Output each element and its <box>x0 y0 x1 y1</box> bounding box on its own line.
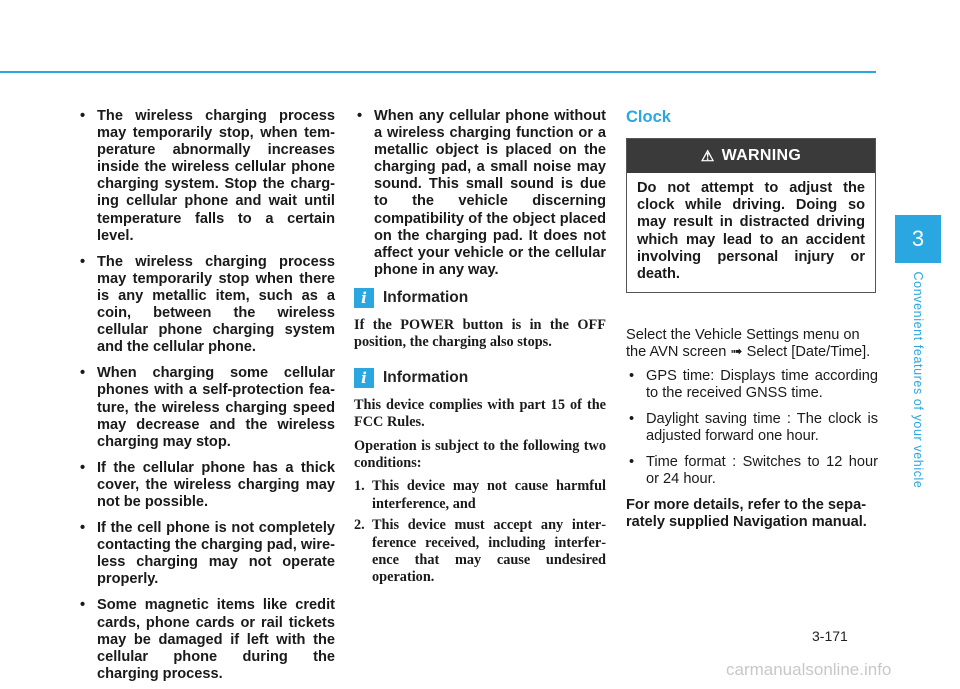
warning-title: WARNING <box>721 147 802 164</box>
item-number: 1. <box>354 478 365 495</box>
information-heading <box>354 368 606 388</box>
info-icon: i <box>354 368 374 388</box>
chapter-tab: 3 <box>895 215 941 263</box>
noise-note-list <box>354 108 606 279</box>
list-item: • The wireless charging process may temporarily stop when there is any metallic item, such as a coin, between the wireless cellular phone charging system and the cellular phone. <box>77 254 335 357</box>
item-text: This device must accept any interference received, including interference that may cause undesired operation. <box>372 517 606 586</box>
list-item: • GPS time: Displays time according to the received GNSS time. <box>626 368 878 402</box>
list-item: • If the cell phone is not completely contacting the charging pad, wireless charging may not operate properly. <box>77 520 335 588</box>
item-text: This device may not cause harmful interference, and <box>372 478 606 512</box>
fcc-conditions-list <box>354 478 606 586</box>
information-title: Information <box>383 288 469 306</box>
information-title: Information <box>383 368 469 386</box>
information-heading <box>354 288 606 308</box>
warning-box <box>626 138 876 293</box>
list-item: • Daylight saving time : The clock is adjusted forward one hour. <box>626 411 878 445</box>
watermark: carmanualsonline.info <box>726 660 892 679</box>
list-item <box>354 517 606 587</box>
information-text: If the POWER button is in the OFF position, the charging also stops. <box>354 316 606 351</box>
chapter-label: Convenient features of your vehicle <box>911 271 925 489</box>
section-title: Clock <box>626 108 671 126</box>
list-item: • Time format : Switches to 12 hour or 24 hour. <box>626 454 878 488</box>
page-number: 3-171 <box>812 628 848 644</box>
item-number: 2. <box>354 517 365 534</box>
clock-options-list <box>626 368 878 489</box>
clock-intro: Select the Vehicle Settings menu on the AVN screen ➟ Select [Date/Time]. <box>626 327 871 361</box>
column-middle <box>354 108 606 591</box>
list-item: • If the cellular phone has a thick cover, the wireless charging may not be possible. <box>77 460 335 511</box>
navigation-manual-note: For more details, refer to the separately supplied Navigation manual. <box>626 497 867 531</box>
warning-header <box>627 139 875 173</box>
warning-text: Do not attempt to adjust the clock while driving. Doing so may result in distracted driving which may lead to an accident involving personal injury or death. <box>637 180 865 283</box>
list-item: • The wireless charging process may temporarily stop, when temperature abnormally increases inside the wireless cellular phone charging system. Stop the charging cellular phone and wait until temperature falls to a certain level. <box>77 108 335 245</box>
top-rule <box>0 71 876 73</box>
column-left <box>77 108 335 689</box>
list-item: • Some magnetic items like credit cards, phone cards or rail tickets may be damaged if left with the cellular phone during the charging process. <box>77 597 335 682</box>
fcc-conditions-intro: Operation is subject to the following two conditions: <box>354 437 606 471</box>
list-item: • When charging some cellular phones with a self-protection feature, the wireless charging speed may decrease and the wireless charging may stop. <box>77 365 335 450</box>
column-right <box>626 108 878 532</box>
charging-notes-list <box>77 108 335 683</box>
warning-triangle-icon: ⚠ <box>700 148 715 165</box>
list-item <box>354 478 606 513</box>
list-item: • When any cellular phone without a wireless charging function or a metallic object is placed on the charging pad, a small noise may sound. This small sound is due to the vehicle discerning compatibility of the object placed on the charging pad. It does not affect your vehicle or the cellular phone in any way. <box>354 108 606 279</box>
info-icon: i <box>354 288 374 308</box>
fcc-text: This device complies with part 15 of the FCC Rules. <box>354 396 606 431</box>
